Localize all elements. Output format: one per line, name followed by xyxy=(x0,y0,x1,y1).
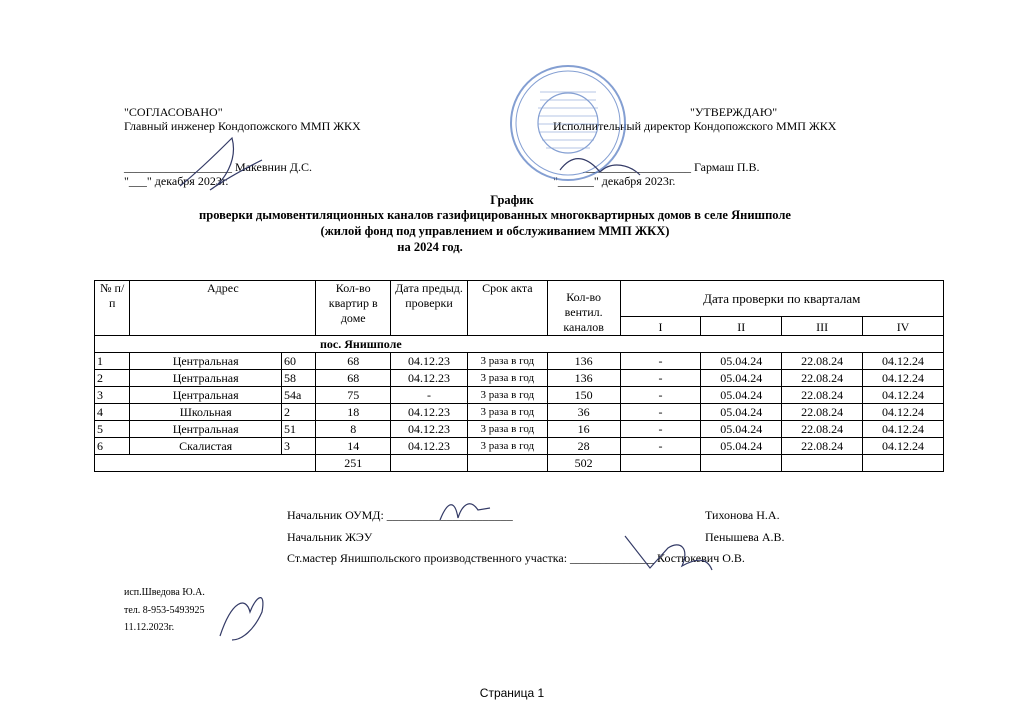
cell-q2: 05.04.24 xyxy=(701,438,782,455)
cell-num: 5 xyxy=(95,421,130,438)
col-header-apartments: Кол-во квартир в доме xyxy=(316,281,391,336)
cell-street: Центральная xyxy=(130,370,282,387)
cell-q1: - xyxy=(620,421,701,438)
organization-stamp xyxy=(511,66,625,180)
cell-house: 54а xyxy=(281,387,315,404)
cell-q1: - xyxy=(620,353,701,370)
signature-penysheva xyxy=(625,536,712,570)
col-header-quarters: Дата проверки по кварталам xyxy=(620,281,943,317)
cell-q3: 22.08.24 xyxy=(782,370,863,387)
cell-prev-date: 04.12.23 xyxy=(391,438,468,455)
cell-q2: 05.04.24 xyxy=(701,421,782,438)
cell-q3: 22.08.24 xyxy=(782,387,863,404)
cell-channels: 28 xyxy=(547,438,620,455)
cell-channels: 16 xyxy=(547,421,620,438)
cell-channels: 136 xyxy=(547,353,620,370)
col-header-q3: III xyxy=(782,316,863,335)
cell-apartments: 8 xyxy=(316,421,391,438)
approval-right-date-line: "______" декабря 2023г. xyxy=(553,174,676,188)
col-header-prev-date: Дата предыд. проверки xyxy=(391,281,468,336)
cell-q1: - xyxy=(620,387,701,404)
approval-left-date-line: "___" декабря 2023г. xyxy=(124,174,229,188)
approval-left-position: Главный инженер Кондопожского ММП ЖКХ xyxy=(124,119,361,133)
cell-street: Центральная xyxy=(130,421,282,438)
approval-left-sign-line: __________________ Макевнин Д.С. xyxy=(124,160,312,174)
cell-num: 3 xyxy=(95,387,130,404)
executor-phone: тел. 8-953-5493925 xyxy=(124,605,205,616)
approval-right-position: Исполнительный директор Кондопожского ММП ЖКХ xyxy=(553,119,837,133)
cell-term: 3 раза в год xyxy=(467,404,547,421)
cell-house: 51 xyxy=(281,421,315,438)
cell-channels: 36 xyxy=(547,404,620,421)
doc-subtitle-3: на 2024 год. xyxy=(397,240,463,254)
signature-garmash xyxy=(560,159,640,175)
cell-house: 60 xyxy=(281,353,315,370)
cell-channels: 136 xyxy=(547,370,620,387)
cell-num: 6 xyxy=(95,438,130,455)
master-signature-line: Ст.мастер Янишпольского производственного участка: ______________ Костюкевич О.В. xyxy=(287,551,745,565)
page-number: Страница 1 xyxy=(479,686,545,700)
cell-q3: 22.08.24 xyxy=(782,353,863,370)
total-channels: 502 xyxy=(547,455,620,472)
approval-right-label: "УТВЕРЖДАЮ" xyxy=(690,105,778,119)
approval-right-sign-line: __________________ Гармаш П.В. xyxy=(583,160,760,174)
cell-term: 3 раза в год xyxy=(467,353,547,370)
cell-house: 2 xyxy=(281,404,315,421)
cell-q4: 04.12.24 xyxy=(863,438,944,455)
cell-q1: - xyxy=(620,404,701,421)
signature-tikhonova xyxy=(440,504,490,520)
cell-q3: 22.08.24 xyxy=(782,404,863,421)
cell-channels: 150 xyxy=(547,387,620,404)
col-header-q2: II xyxy=(701,316,782,335)
col-header-num: № п/п xyxy=(95,281,130,336)
section-label: пос. Янишполе xyxy=(95,336,944,353)
cell-prev-date: 04.12.23 xyxy=(391,353,468,370)
signature-shvedova xyxy=(220,598,263,640)
cell-street: Школьная xyxy=(130,404,282,421)
col-header-address: Адрес xyxy=(130,281,316,336)
cell-q2: 05.04.24 xyxy=(701,370,782,387)
doc-subtitle-2: (жилой фонд под управлением и обслуживанием ММП ЖКХ) xyxy=(320,224,670,238)
total-apartments: 251 xyxy=(316,455,391,472)
cell-term: 3 раза в год xyxy=(467,387,547,404)
executor-name: исп.Шведова Ю.А. xyxy=(124,587,205,598)
cell-q2: 05.04.24 xyxy=(701,353,782,370)
cell-q4: 04.12.24 xyxy=(863,370,944,387)
approval-left-label: "СОГЛАСОВАНО" xyxy=(124,105,223,119)
cell-street: Центральная xyxy=(130,353,282,370)
cell-street: Скалистая xyxy=(130,438,282,455)
col-header-term: Срок акта xyxy=(467,281,547,336)
cell-apartments: 68 xyxy=(316,353,391,370)
doc-title: График xyxy=(490,193,534,207)
cell-q3: 22.08.24 xyxy=(782,438,863,455)
cell-term: 3 раза в год xyxy=(467,421,547,438)
cell-apartments: 14 xyxy=(316,438,391,455)
cell-prev-date: 04.12.23 xyxy=(391,421,468,438)
cell-q2: 05.04.24 xyxy=(701,404,782,421)
cell-apartments: 75 xyxy=(316,387,391,404)
cell-q2: 05.04.24 xyxy=(701,387,782,404)
col-header-q4: IV xyxy=(863,316,944,335)
signature-makevnin xyxy=(180,138,262,190)
oumd-signature-label: Начальник ОУМД: _____________________ xyxy=(287,508,513,522)
cell-num: 1 xyxy=(95,353,130,370)
cell-prev-date: 04.12.23 xyxy=(391,370,468,387)
cell-q4: 04.12.24 xyxy=(863,387,944,404)
cell-house: 58 xyxy=(281,370,315,387)
cell-house: 3 xyxy=(281,438,315,455)
cell-apartments: 18 xyxy=(316,404,391,421)
cell-term: 3 раза в год xyxy=(467,438,547,455)
zheu-signature-label: Начальник ЖЭУ xyxy=(287,530,373,544)
cell-q1: - xyxy=(620,370,701,387)
col-header-channels: Кол-во вентил. каналов xyxy=(547,281,620,336)
cell-term: 3 раза в год xyxy=(467,370,547,387)
cell-q4: 04.12.24 xyxy=(863,353,944,370)
oumd-signature-name: Тихонова Н.А. xyxy=(705,508,780,522)
zheu-signature-name: Пенышева А.В. xyxy=(705,530,785,544)
cell-num: 4 xyxy=(95,404,130,421)
cell-prev-date: 04.12.23 xyxy=(391,404,468,421)
cell-q4: 04.12.24 xyxy=(863,421,944,438)
executor-date: 11.12.2023г. xyxy=(124,622,175,633)
cell-q1: - xyxy=(620,438,701,455)
col-header-q1: I xyxy=(620,316,701,335)
cell-num: 2 xyxy=(95,370,130,387)
doc-subtitle-1: проверки дымовентиляционных каналов газифицированных многоквартирных домов в селе Янишполе xyxy=(199,208,791,222)
cell-q4: 04.12.24 xyxy=(863,404,944,421)
cell-prev-date: - xyxy=(391,387,468,404)
cell-q3: 22.08.24 xyxy=(782,421,863,438)
cell-apartments: 68 xyxy=(316,370,391,387)
cell-street: Центральная xyxy=(130,387,282,404)
